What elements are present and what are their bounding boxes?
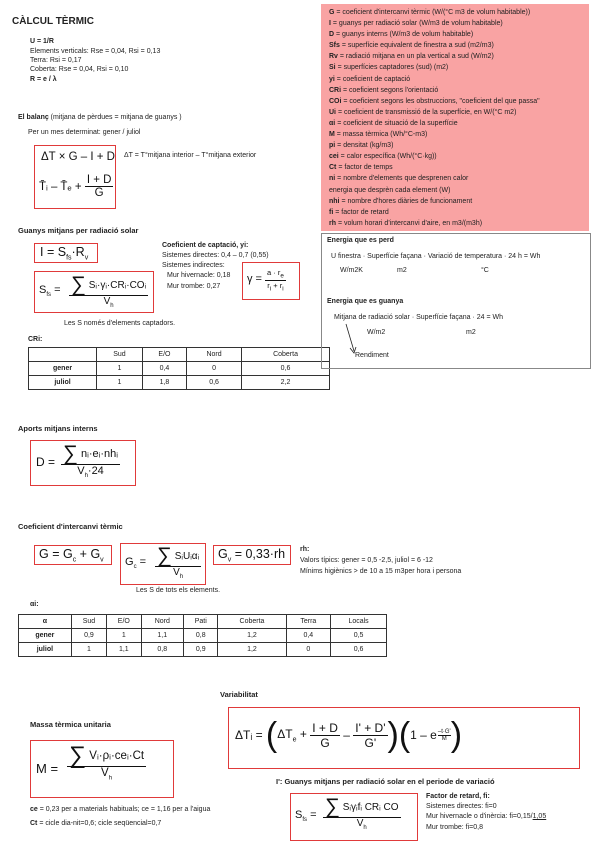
alpha-label: αi: <box>30 601 39 608</box>
perd-line: U finestra · Superfície façana · Variació de temperatura · 24 h = Wh <box>331 253 541 260</box>
balanc-title-rest: (mitjana de pèrdues = mitjana de guanys ) <box>48 114 182 121</box>
legend-symbol: αi <box>329 119 336 127</box>
legend-item <box>329 162 540 173</box>
legend-item <box>329 196 540 207</box>
guanya-heading: Energia que es guanya <box>327 298 404 305</box>
table-cell: 1,1 <box>141 629 184 643</box>
table-cell: 1,8 <box>142 376 186 390</box>
legend-text: = coeficient de transmissió de la superfície, en W/(°C m2) <box>336 108 517 116</box>
legend-item <box>329 7 540 18</box>
table-cell: juliol <box>29 376 97 390</box>
coef-heading: Coeficient d'intercanvi tèrmic <box>18 522 123 531</box>
legend-symbol: fi <box>329 208 334 216</box>
legend-text: = coeficient segons les obstruccions, "coeficient del que passa" <box>341 97 540 105</box>
iprime-formula-box <box>290 793 418 841</box>
legend-symbol: cei <box>329 153 339 161</box>
legend-symbol: ni <box>329 175 336 183</box>
table-header-row <box>29 348 330 362</box>
legend-text: = factor de temps <box>336 164 393 172</box>
table-cell: gener <box>19 629 72 643</box>
legend-item <box>329 140 540 151</box>
rendiment-label: Rendiment <box>355 352 389 359</box>
table-cell: 1 <box>107 629 141 643</box>
legend-text: = massa tèrmica (Wh/°C-m3) <box>334 131 428 139</box>
aports-rhs: ∑ nᵢ·eᵢ·nhᵢ $V_h\cdot 24$ <box>63 442 119 480</box>
balance-formula-top: ΔT × G – I + D <box>41 151 115 163</box>
table-cell: 1 <box>97 362 143 376</box>
cri-table <box>28 347 330 390</box>
legend-item <box>329 18 540 29</box>
legend-text: = calor específica (Wh/(°C·kg)) <box>338 153 437 161</box>
table-header-cell: Sud <box>71 615 106 629</box>
table-header-cell: α <box>19 615 72 629</box>
gamma-formula-box <box>242 262 300 300</box>
legend-symbol: Si <box>329 64 336 72</box>
legend-item <box>329 40 540 51</box>
legend-item <box>329 107 540 118</box>
table-cell: 1 <box>97 376 143 390</box>
massa-heading: Massa tèrmica unitaria <box>30 720 111 729</box>
guanys-heading: Guanys mitjans per radiació solar <box>18 226 139 235</box>
sfs-lhs: $S_{fs}$ = <box>39 284 61 299</box>
aports-lhs: D = <box>36 455 56 469</box>
g-formula-box <box>34 545 112 565</box>
u-line-1: Elements verticals: Rse = 0,04, Rsi = 0,13 <box>30 48 161 55</box>
table-cell: 0,6 <box>242 362 330 376</box>
capt-line-1: Sistemes directes: 0,4 – 0,7 (0,55) <box>162 252 269 259</box>
fr-heading: Factor de retard, fi: <box>426 793 490 800</box>
legend-symbol: D <box>329 31 335 39</box>
table-cell: 1,2 <box>218 629 286 643</box>
gamma-lhs: γ = <box>247 273 262 285</box>
page-title: CÀLCUL TÈRMIC <box>12 16 95 27</box>
legend-item <box>329 51 540 62</box>
legend-text: = superfícies captadores (sud) (m2) <box>335 64 449 72</box>
table-row <box>29 362 330 376</box>
delta-t-note: ΔT = T°mitjana interior – T°mitjana exterior <box>124 152 257 159</box>
variabilitat-heading: Variabilitat <box>220 690 258 699</box>
balanc-title: El balanç <box>18 114 49 121</box>
table-row <box>19 629 387 643</box>
table-header-cell: Nord <box>141 615 184 629</box>
table-cell: 0 <box>187 362 242 376</box>
gc-rhs: ∑ SᵢUᵢαᵢ $V_h$ <box>157 544 200 580</box>
legend-text: = nombre d'elements que desprenen calor <box>335 175 469 183</box>
balanc-heading <box>18 114 182 123</box>
gc-formula-box <box>120 543 206 585</box>
rh-line-1: Valors típics: gener = 0,5 -2,5, juliol = 6 -12 <box>300 557 433 564</box>
legend-text: = guanys per radiació solar (W/m3 de volum habitable) <box>330 20 503 28</box>
ct-line <box>30 820 161 829</box>
massa-rhs: ∑ Vᵢ·ρᵢ·ceᵢ·Ct $V_h$ <box>69 742 145 782</box>
legend-text: = radiació mitjana en un pla vertical a sud (W/m2) <box>337 53 494 61</box>
table-header-cell: Terra <box>286 615 331 629</box>
table-header-cell: Coberta <box>242 348 330 362</box>
legend-item <box>329 62 540 73</box>
legend-item <box>329 207 540 218</box>
table-header-cell: Sud <box>97 348 143 362</box>
legend-symbol: yi <box>329 75 335 83</box>
table-header-cell: E/O <box>142 348 186 362</box>
legend-item <box>329 173 540 184</box>
legend-symbol: rh <box>329 219 336 227</box>
table-cell: 1,1 <box>107 643 141 657</box>
table-cell: 1 <box>71 643 106 657</box>
table-cell: 0,4 <box>142 362 186 376</box>
legend-item <box>329 118 540 129</box>
table-cell: 0,6 <box>187 376 242 390</box>
perd-heading: Energia que es perd <box>327 237 394 244</box>
legend-text: = volum horari d'intercanvi d'aire, en m3/(m3h) <box>336 219 483 227</box>
massa-formula-box <box>30 740 174 798</box>
capt-heading: Coeficient de captació, yi: <box>162 242 249 249</box>
legend-symbol: Ct <box>329 164 337 172</box>
i-formula: $I = S_{fs}\cdot R_v$ <box>40 245 89 262</box>
legend-symbol: Rv <box>329 53 338 61</box>
table-row <box>29 376 330 390</box>
guanya-unit-2: m2 <box>466 329 476 336</box>
table-cell: 0,9 <box>71 629 106 643</box>
rendiment-arrow <box>344 322 360 356</box>
legend-symbol: G <box>329 9 335 16</box>
ct-text: = cicle dia-nit=0,6; cicle seqüencial=0,7 <box>37 820 162 827</box>
legend-item <box>329 218 540 229</box>
sfs-rhs: ∑ Sᵢ·γᵢ·CRᵢ·COᵢ $V_h$ <box>71 273 147 309</box>
fr-line-2-underlined: 1,05 <box>532 813 547 820</box>
legend-text: = nombre d'hores diàries de funcionament <box>339 197 473 205</box>
guanya-unit-1: W/m2 <box>367 329 386 336</box>
rh-line-2: Mínims higiènics > de 10 a 15 m3per hora i persona <box>300 568 462 575</box>
legend-item <box>329 29 540 40</box>
table-cell: juliol <box>19 643 72 657</box>
legend-item <box>329 74 540 85</box>
ce-symbol: ce <box>30 806 38 813</box>
table-row <box>19 643 387 657</box>
legend-symbol: pi <box>329 142 336 150</box>
guanys-note: Les S només d'elements captadors. <box>64 320 176 327</box>
legend-text: = coeficient d'intercanvi tèrmic (W/(°C m3 de volum habitable)) <box>334 9 531 16</box>
table-cell: 1,2 <box>218 643 286 657</box>
alpha-table <box>18 614 387 657</box>
legend-box <box>321 4 589 231</box>
perd-unit-1: W/m2K <box>340 267 363 274</box>
legend-text: = densitat (kg/m3) <box>335 142 394 150</box>
legend-symbol: Ui <box>329 108 336 116</box>
table-header-cell: Locals <box>331 615 387 629</box>
legend-list <box>329 7 540 229</box>
legend-item <box>329 85 540 96</box>
gamma-rhs: $\frac{a \cdot r_e}{r_i + r_i}$ <box>267 268 284 292</box>
legend-item <box>329 96 540 107</box>
gv-formula: $G_v = 0,33\cdot rh$ <box>218 547 286 564</box>
gv-formula-box <box>213 545 291 565</box>
massa-lhs: M = <box>36 761 59 776</box>
g-formula: $G = G_c + G_v$ <box>39 547 104 564</box>
iprime-lhs: $S_{fs}$ = <box>295 809 317 824</box>
ce-line <box>30 806 210 815</box>
u-line-2: Terra: Rsi = 0,17 <box>30 57 82 64</box>
table-header-cell <box>29 348 97 362</box>
perd-unit-3: °C <box>481 267 489 274</box>
ct-symbol: Ct <box>30 820 38 827</box>
legend-symbol: Sfs <box>329 42 340 50</box>
legend-text: = superfície equivalent de finestra a sud (m2/m3) <box>339 42 494 50</box>
ce-text: = 0,23 per a materials habituals; ce = 1,16 per a l'aigua <box>37 806 211 813</box>
capt-line-2: Sistemes indirectes: <box>162 262 225 269</box>
legend-symbol: nhi <box>329 197 340 205</box>
table-header-row <box>19 615 387 629</box>
fr-line-3: Mur trombe: fi=0,8 <box>426 824 483 831</box>
table-cell: 0,9 <box>184 643 218 657</box>
table-cell: 0,8 <box>141 643 184 657</box>
legend-text: energia que desprèn cada element (W) <box>329 186 451 194</box>
table-header-cell: Nord <box>187 348 242 362</box>
table-cell: 2,2 <box>242 376 330 390</box>
table-cell: 0,6 <box>331 643 387 657</box>
balance-formula-bottom: T̄ᵢ – T̄ₑ + $\frac{I + D}{G}$ <box>39 174 112 199</box>
fr-line-1: Sistemes directes: fi=0 <box>426 803 497 810</box>
legend-item <box>329 151 540 162</box>
table-header-cell: Pati <box>184 615 218 629</box>
table-cell: 0 <box>286 643 331 657</box>
u-formula: U = 1/R <box>30 38 54 45</box>
legend-text: = guanys interns (W/m3 de volum habitable) <box>334 31 474 39</box>
legend-text: = coeficient segons l'orientació <box>341 86 439 94</box>
coef-note: Les S de tots els elements. <box>136 587 221 594</box>
capt-line-3: Mur hivernacle: 0,18 <box>167 272 231 279</box>
r-formula: R = e / λ <box>30 76 57 83</box>
iprime-rhs: ∑ Sᵢγᵢfᵢ CRᵢ CO $V_h$ <box>325 795 399 831</box>
table-header-cell: E/O <box>107 615 141 629</box>
legend-text: = factor de retard <box>333 208 389 216</box>
legend-symbol: COi <box>329 97 342 105</box>
perd-unit-2: m2 <box>397 267 407 274</box>
sfs-formula-box <box>34 271 154 313</box>
rh-heading: rh: <box>300 546 310 553</box>
table-cell: 0,4 <box>286 629 331 643</box>
u-line-3: Coberta: Rse = 0,04, Rsi = 0,10 <box>30 66 129 73</box>
balanc-subtitle: Per un mes determinat: gener / juliol <box>28 129 141 136</box>
i-formula-box <box>34 243 98 263</box>
legend-symbol: I <box>329 20 331 28</box>
legend-item <box>329 185 540 196</box>
cri-label: CRi: <box>28 336 43 343</box>
capt-line-4: Mur trombe: 0,27 <box>167 283 221 290</box>
table-cell: 0,8 <box>184 629 218 643</box>
balance-formula-box <box>34 145 116 209</box>
legend-symbol: M <box>329 131 335 139</box>
fr-line-2-text: Mur hivernacle o d'inèrcia: fi=0,15/ <box>426 813 533 820</box>
iprime-heading: I': Guanys mitjans per radiació solar en el periode de variació <box>276 777 495 786</box>
table-header-cell: Coberta <box>218 615 286 629</box>
variabilitat-formula-box <box>228 707 580 769</box>
gc-lhs: $G_c$ = <box>125 556 147 571</box>
legend-text: = coeficient de situació de la superfície <box>335 119 458 127</box>
aports-heading: Aports mitjans interns <box>18 424 98 433</box>
legend-symbol: CRi <box>329 86 342 94</box>
table-cell: 0,5 <box>331 629 387 643</box>
legend-item <box>329 129 540 140</box>
variabilitat-formula: ΔTᵢ = ( $\Delta T_e$ + $\frac{I + D}{G}$ – $\frac{I' + D'}{G'}$ ) ( 1 – e –t·G' M ) <box>235 716 463 754</box>
fr-line-2 <box>426 813 546 822</box>
table-cell: gener <box>29 362 97 376</box>
legend-text: = coeficient de captació <box>334 75 411 83</box>
guanya-line: Mitjana de radiació solar · Superfície façana · 24 = Wh <box>334 314 504 321</box>
aports-formula-box <box>30 440 136 486</box>
